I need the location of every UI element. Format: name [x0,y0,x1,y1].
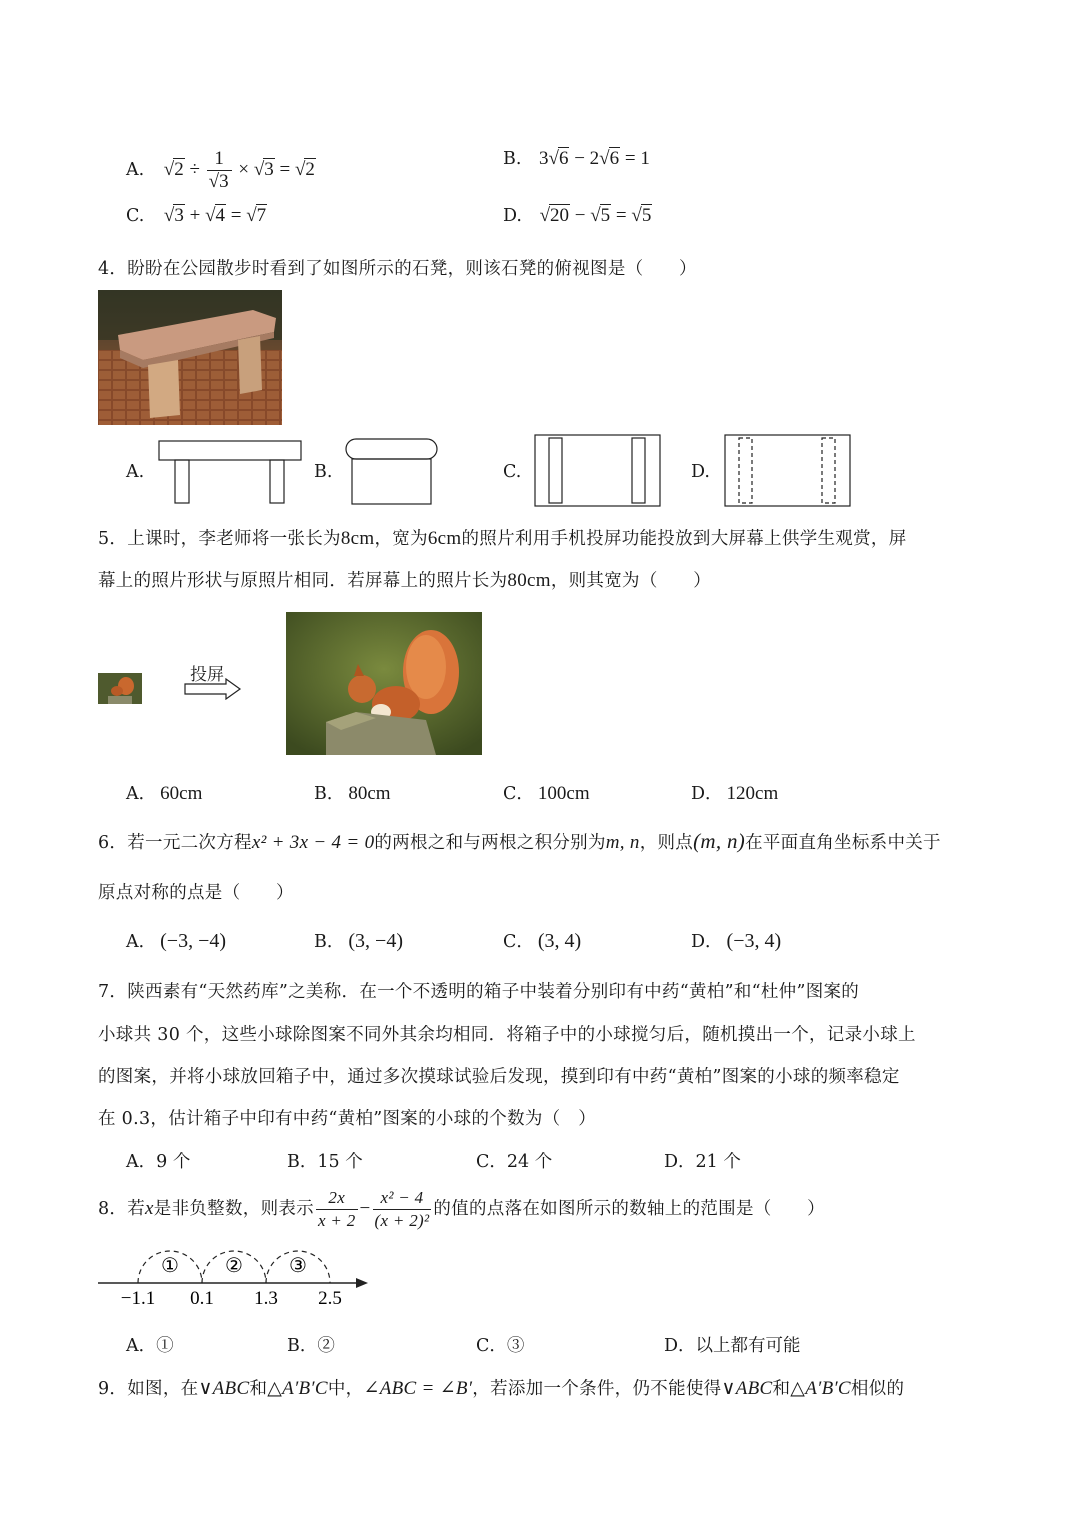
tick-label: 0.1 [190,1288,214,1309]
q4-stem: 4．盼盼在公园散步时看到了如图所示的石凳，则该石凳的俯视图是（ ） [98,259,697,279]
q3-option-b [503,148,650,170]
q7-line3: 的图案，并将小球放回箱子中，通过多次摸球试验后发现，摸到印有中药“黄柏”图案的小球的频率稳定 [98,1067,900,1087]
number-line [96,1244,376,1310]
bench-photo [98,290,282,425]
option-label: D. [503,206,522,226]
q6-option-c: C． (3, 4) [503,930,582,952]
q7-option-a: A．9 个 [126,1152,191,1172]
q5-option-a: A． 60cm [126,783,203,804]
q4-option-b-label: B. [314,462,333,482]
large-squirrel-photo [286,612,482,755]
q3-option-a [126,148,316,193]
region-label-3: ③ [289,1255,307,1277]
q5-option-d: D． 120cm [691,783,779,804]
region-label-1: ① [161,1255,179,1277]
q5-stem-line2: 幕上的照片形状与原照片相同．若屏幕上的照片长为80cm，则其宽为（ ） [98,570,712,591]
projection-arrow-icon [184,678,242,700]
q4-option-a-label: A. [126,462,145,482]
option-label: B. [503,149,522,169]
q6-option-b: B． (3, −4) [314,930,403,952]
q8-option-d: D．以上都有可能 [664,1336,801,1356]
q3-c-expression: √3 + √4 = √7 [163,205,267,226]
q6-stem-line2: 原点对称的点是（ ） [98,883,294,903]
q4-option-c-figure [534,434,662,508]
option-label: C. [126,206,145,226]
axis-arrow-icon [356,1278,368,1288]
q4-option-d-label: D. [691,462,710,482]
q3-a-expression: √2 ÷ $\frac{1}{√3}$ × √3 = √2 [163,148,315,192]
q9-stem: 9．如图，在∨ABC和△A′B′C中，∠ABC = ∠B′，若添加一个条件，仍不能使得∨ABC和△A′B′C相似的 [98,1378,905,1399]
small-squirrel-image [98,673,142,704]
projection-label: 投屏 [190,665,224,685]
tick-label: 1.3 [254,1288,278,1309]
q3-d-expression: √20 − √5 = √5 [539,205,652,226]
q5-option-b: B． 80cm [314,783,391,804]
q7-line1: 7．陕西素有“天然药库”之美称．在一个不透明的箱子中装着分别印有中药“黄柏”和“杜仲”图案的 [98,982,860,1002]
q4-option-a-figure [158,440,303,505]
option-label: A. [126,159,145,180]
q7-line4: 在 0.3，估计箱子中印有中药“黄柏”图案的小球的个数为（ ） [98,1109,597,1129]
tick-label: 2.5 [318,1288,342,1309]
q6-option-d: D． (−3, 4) [691,930,782,952]
q4-option-d-figure [724,434,852,508]
q7-option-b: B．15 个 [287,1152,363,1172]
q8-option-a: A．① [126,1336,174,1356]
q6-option-a: A． (−3, −4) [126,930,227,952]
q3-b-expression: 3√6 − 2√6 = 1 [539,148,650,169]
q3-option-c [126,205,267,227]
q5-option-c: C． 100cm [503,783,590,804]
q8-option-b: B．② [287,1336,335,1356]
q3-option-d [503,205,652,227]
q7-option-c: C．24 个 [476,1152,553,1172]
q8-stem: 8．若x是非负整数，则表示 $\frac{2x}{x + 2}$ − $\frac{\text{x² − 4}}{\text{(x + 2)²}}$ 的值的点落在如图所示的数轴上的范围是（ ） [98,1188,825,1230]
small-squirrel-photo [98,673,142,704]
q7-option-d: D．21 个 [664,1152,741,1172]
large-squirrel-image [286,612,482,755]
q6-stem-line1: 6．若一元二次方程x² + 3x − 4 = 0的两根之和与两根之积分别为m, n，则点(m, n)在平面直角坐标系中关于 [98,829,941,853]
bench-image [98,290,282,425]
q4-option-b-figure [344,437,439,507]
q8-option-c: C．③ [476,1336,525,1356]
region-label-2: ② [225,1255,243,1277]
q5-stem-line1: 5．上课时，李老师将一张长为8cm，宽为6cm的照片利用手机投屏功能投放到大屏幕上供学生观赏，屏 [98,528,907,549]
tick-label: −1.1 [120,1288,156,1309]
q7-line2: 小球共 30 个，这些小球除图案不同外其余均相同．将箱子中的小球搅匀后，随机摸出一个，记录小球上 [98,1025,916,1045]
q4-option-c-label: C. [503,462,522,482]
